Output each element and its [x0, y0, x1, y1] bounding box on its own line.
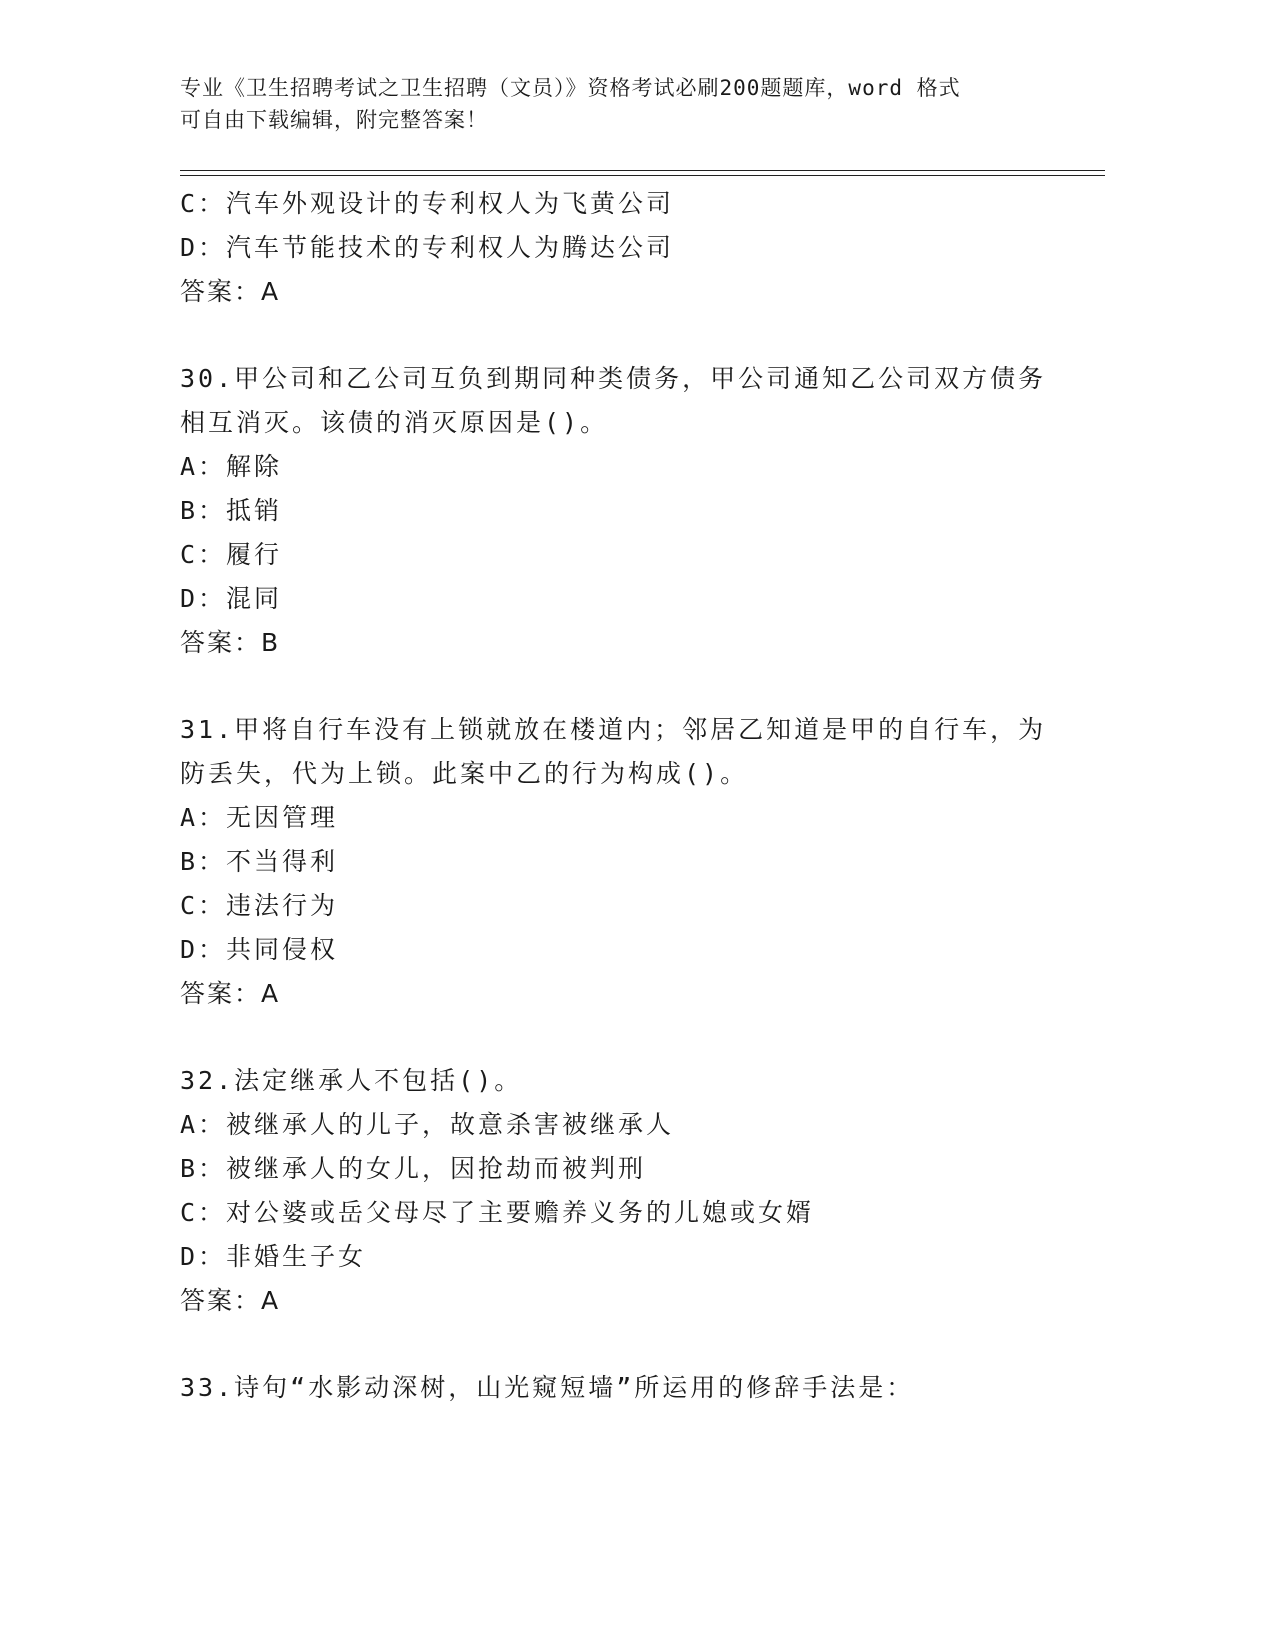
header-title-line1: 专业《卫生招聘考试之卫生招聘（文员）》资格考试必刷200题题库，word 格式: [180, 76, 961, 100]
option-b: B：抵销: [180, 496, 283, 525]
option-a: A：无因管理: [180, 803, 339, 832]
option-c: C：违法行为: [180, 891, 339, 920]
question-list: [180, 182, 1060, 1410]
option-d: D：非婚生子女: [180, 1242, 367, 1271]
answer-line: 答案：A: [180, 1286, 281, 1315]
option-b: B：不当得利: [180, 847, 339, 876]
header-divider-bottom: [180, 175, 1105, 176]
option-a: A：被继承人的儿子，故意杀害被继承人: [180, 1110, 675, 1139]
question-32: [180, 1059, 1060, 1323]
question-31: [180, 708, 1060, 1016]
header-title-line2: 可自由下载编辑，附完整答案！: [180, 108, 488, 132]
option-d: D：混同: [180, 584, 283, 613]
question-text: 31.甲将自行车没有上锁就放在楼道内；邻居乙知道是甲的自行车，为防丢失，代为上锁。此案中乙的行为构成()。: [180, 715, 1047, 788]
question-33: [180, 1366, 1060, 1410]
spacer: [180, 1323, 1060, 1366]
option-b: B：被继承人的女儿，因抢劫而被判刑: [180, 1154, 647, 1183]
question-29-continuation: [180, 182, 1060, 314]
answer-line: 答案：B: [180, 628, 281, 657]
question-text: 30.甲公司和乙公司互负到期同种类债务，甲公司通知乙公司双方债务相互消灭。该债的消灭原因是()。: [180, 364, 1047, 437]
document-header: [180, 72, 1060, 136]
answer-line: 答案：A: [180, 277, 281, 306]
option-c: C：对公婆或岳父母尽了主要赡养义务的儿媳或女婿: [180, 1198, 815, 1227]
option-a: A：解除: [180, 452, 283, 481]
option-d: D：共同侵权: [180, 935, 339, 964]
question-text: 32.法定继承人不包括()。: [180, 1066, 523, 1095]
question-text: 33.诗句“水影动深树，山光窥短墙”所运用的修辞手法是：: [180, 1373, 915, 1402]
option-d: D：汽车节能技术的专利权人为腾达公司: [180, 233, 675, 262]
header-divider-top: [180, 170, 1105, 171]
option-c: C：汽车外观设计的专利权人为飞黄公司: [180, 189, 675, 218]
question-30: [180, 357, 1060, 665]
spacer: [180, 665, 1060, 708]
spacer: [180, 314, 1060, 357]
answer-line: 答案：A: [180, 979, 281, 1008]
option-c: C：履行: [180, 540, 283, 569]
spacer: [180, 1016, 1060, 1059]
